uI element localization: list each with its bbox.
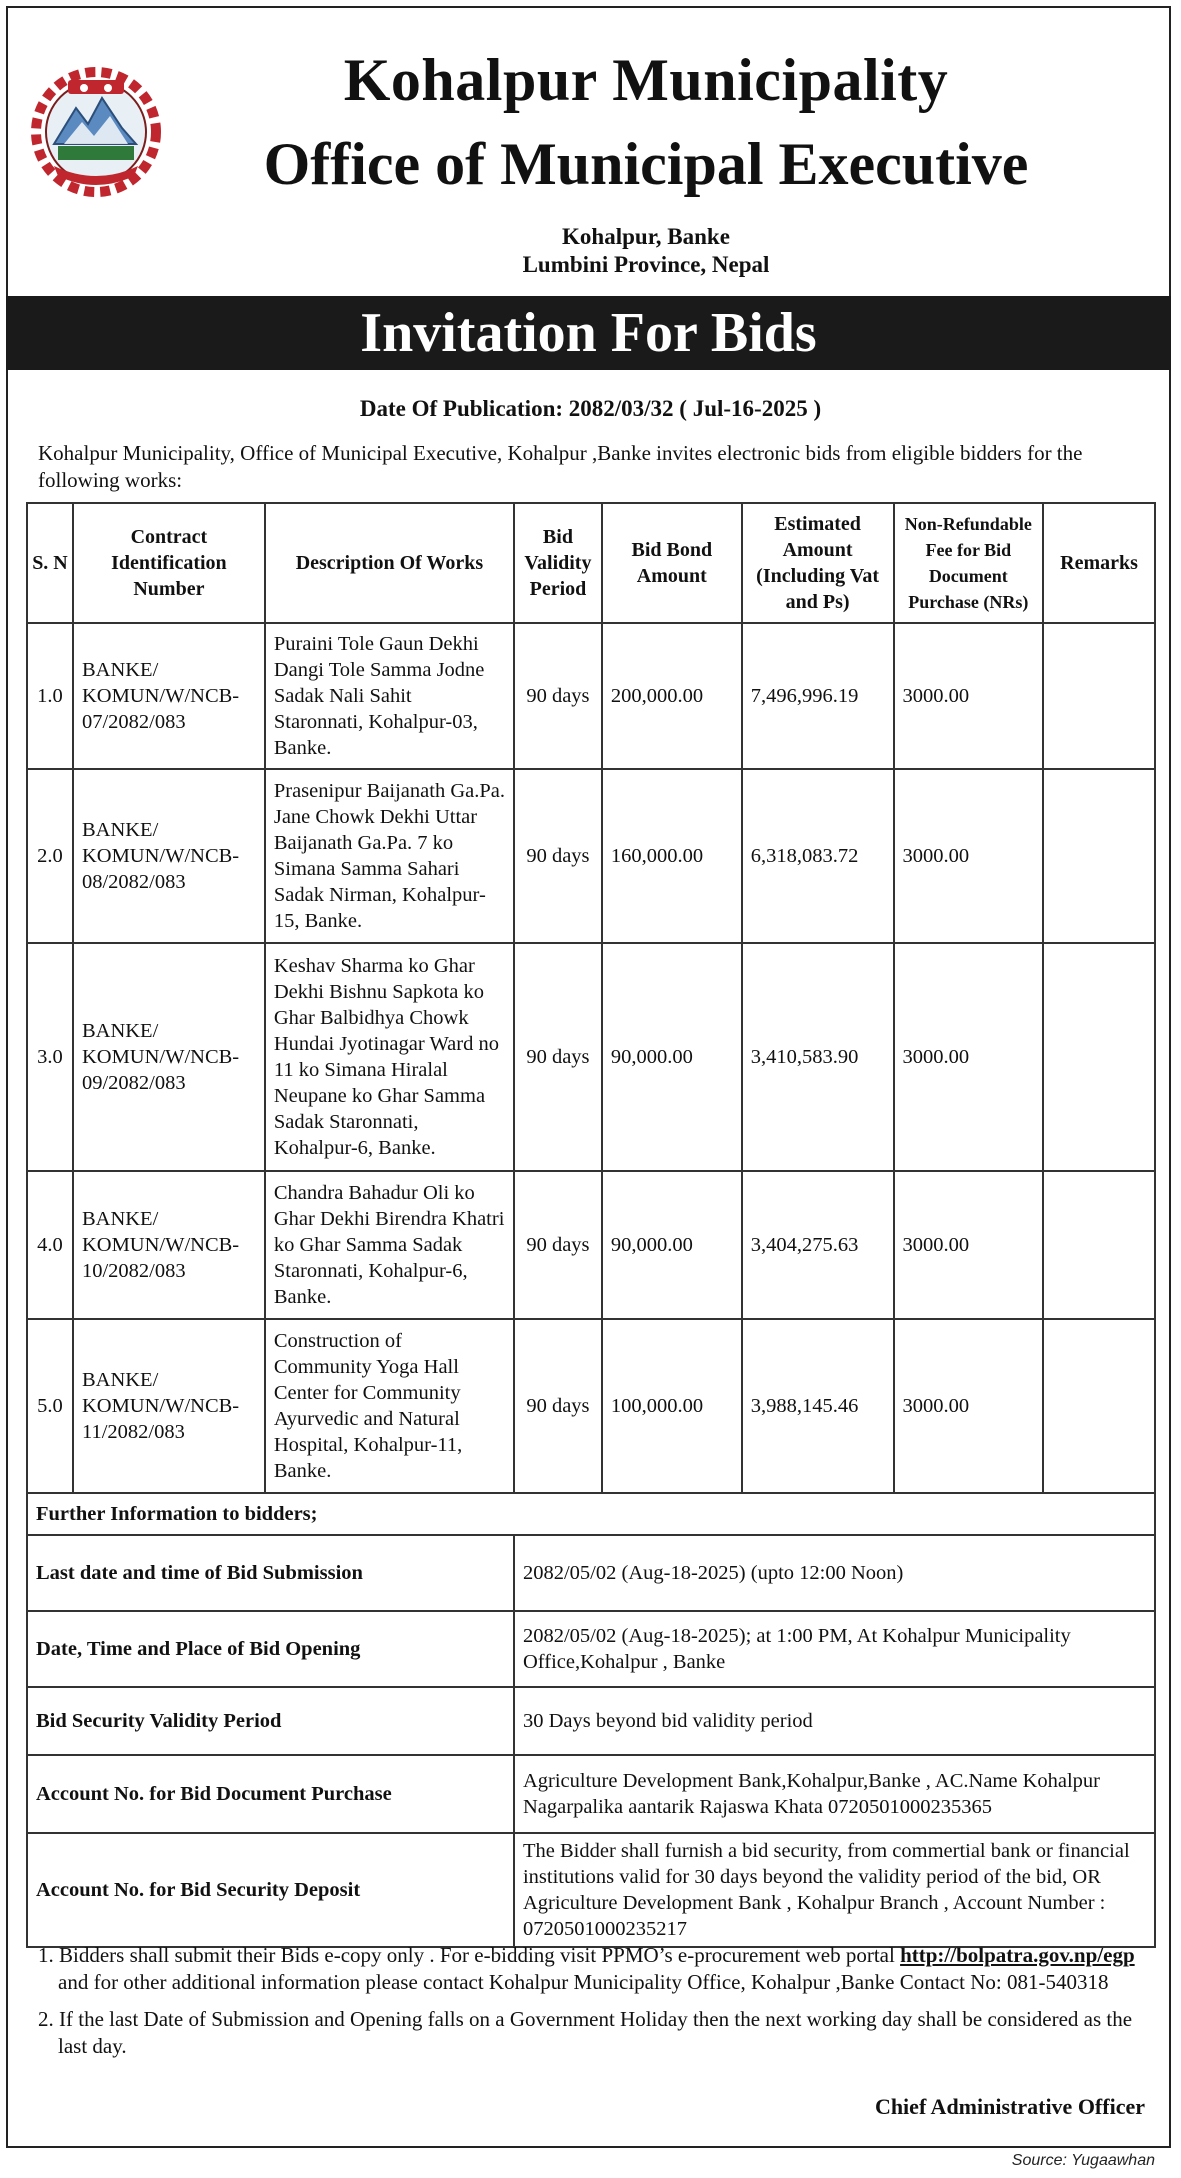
cell-bid-bond: 90,000.00: [602, 1171, 742, 1319]
office-name: Office of Municipal Executive: [263, 131, 1029, 197]
cell-description: Construction of Community Yoga Hall Center for Community Ayurvedic and Natural Hospital, Kohalpur-11, Banke.: [265, 1319, 514, 1493]
cell-contract-id: BANKE/ KOMUN/W/NCB-07/2082/083: [73, 623, 265, 769]
org-name: Kohalpur Municipality: [343, 47, 949, 113]
further-info-heading: Further Information to bidders;: [27, 1493, 1155, 1535]
bolpatra-link[interactable]: http://bolpatra.gov.np/egp: [900, 1943, 1135, 1967]
info-label-opening: Date, Time and Place of Bid Opening: [27, 1611, 514, 1687]
info-label-security-account: Account No. for Bid Security Deposit: [27, 1833, 514, 1947]
cell-sn: 5.0: [27, 1319, 73, 1493]
info-value-opening: 2082/05/02 (Aug-18-2025); at 1:00 PM, At Kohalpur Municipality Office,Kohalpur , Banke: [514, 1611, 1155, 1687]
cell-fee: 3000.00: [894, 623, 1044, 769]
cell-bid-bond: 160,000.00: [602, 769, 742, 943]
cell-estimate: 6,318,083.72: [742, 769, 894, 943]
table-header-row: [27, 503, 1155, 623]
header-bid-bond: Bid Bond Amount: [602, 503, 742, 623]
table-row: [27, 623, 1155, 769]
cell-description: Keshav Sharma ko Ghar Dekhi Bishnu Sapkota ko Ghar Balbidhya Chowk Hundai Jyotinagar Ward no 11 ko Simana Hiralal Neupane ko Ghar Samma Sadak Staronnati, Kohalpur-6, Banke.: [265, 943, 514, 1171]
cell-contract-id: BANKE/ KOMUN/W/NCB-11/2082/083: [73, 1319, 265, 1493]
info-row: [27, 1687, 1155, 1755]
info-label-document-account: Account No. for Bid Document Purchase: [27, 1755, 514, 1833]
table-row: [27, 1319, 1155, 1493]
note-1-contact: and for other additional information please contact Kohalpur Municipality Office, Kohalpur ,Banke Contact No: 081-540318: [58, 1970, 1109, 1994]
cell-validity: 90 days: [514, 1319, 602, 1493]
intro-text: Kohalpur Municipality, Office of Municipal Executive, Kohalpur ,Banke invites electronic bids from eligible bidders for the following works:: [38, 441, 1083, 492]
cell-fee: 3000.00: [894, 1171, 1044, 1319]
signature: Chief Administrative Officer: [874, 2094, 1145, 2119]
notice-header: [6, 6, 1171, 296]
cell-validity: 90 days: [514, 769, 602, 943]
notice-banner: Invitation For Bids: [6, 296, 1171, 370]
info-value-document-account: Agriculture Development Bank,Kohalpur,Banke , AC.Name Kohalpur Nagarpalika aantarik Rajaswa Khata 0720501000235365: [514, 1755, 1155, 1833]
header-sn: S. N: [27, 503, 73, 623]
cell-bid-bond: 200,000.00: [602, 623, 742, 769]
cell-description: Chandra Bahadur Oli ko Ghar Dekhi Birendra Khatri ko Ghar Samma Sadak Staronnati, Kohalpur-6, Banke.: [265, 1171, 514, 1319]
cell-bid-bond: 90,000.00: [602, 943, 742, 1171]
info-row: [27, 1755, 1155, 1833]
works-table: [26, 502, 1156, 1948]
cell-description: Prasenipur Baijanath Ga.Pa. Jane Chowk Dekhi Uttar Baijanath Ga.Pa. 7 ko Simana Samma Sahari Sadak Nirman, Kohalpur-15, Banke.: [265, 769, 514, 943]
info-value-security-validity: 30 Days beyond bid validity period: [514, 1687, 1155, 1755]
header-remarks: Remarks: [1043, 503, 1155, 623]
info-row: [27, 1833, 1155, 1947]
cell-validity: 90 days: [514, 943, 602, 1171]
cell-validity: 90 days: [514, 1171, 602, 1319]
further-info-heading-row: [27, 1493, 1155, 1535]
cell-remarks: [1043, 769, 1155, 943]
header-fee: Non-Refundable Fee for Bid Document Purchase (NRs): [894, 503, 1044, 623]
info-row: [27, 1535, 1155, 1611]
header-contract-id: Contract Identification Number: [73, 503, 265, 623]
header-estimate: Estimated Amount (Including Vat and Ps): [742, 503, 894, 623]
source-credit: Source: Yugaawhan: [1011, 2152, 1155, 2169]
cell-remarks: [1043, 943, 1155, 1171]
cell-sn: 4.0: [27, 1171, 73, 1319]
header-description: Description Of Works: [265, 503, 514, 623]
info-row: [27, 1611, 1155, 1687]
cell-contract-id: BANKE/ KOMUN/W/NCB-09/2082/083: [73, 943, 265, 1171]
cell-description: Puraini Tole Gaun Dekhi Dangi Tole Samma Jodne Sadak Nali Sahit Staronnati, Kohalpur-03, Banke.: [265, 623, 514, 769]
cell-estimate: 3,410,583.90: [742, 943, 894, 1171]
cell-remarks: [1043, 1171, 1155, 1319]
note-1-text: 1. Bidders shall submit their Bids e-copy only . For e-bidding visit PPMO’s e-procurement web portal: [38, 1943, 901, 1967]
publication-date: Date Of Publication: 2082/03/32 ( Jul-16-2025 ): [359, 396, 822, 421]
cell-estimate: 3,988,145.46: [742, 1319, 894, 1493]
address-line-1: Kohalpur, Banke: [562, 224, 730, 249]
table-row: [27, 1171, 1155, 1319]
cell-estimate: 3,404,275.63: [742, 1171, 894, 1319]
cell-sn: 3.0: [27, 943, 73, 1171]
cell-fee: 3000.00: [894, 943, 1044, 1171]
info-value-security-account: The Bidder shall furnish a bid security, from commertial bank or financial institutions valid for 30 days beyond the validity period of the bid, OR Agriculture Development Bank , Kohalpur Branch , Account Number : 0720501000235217: [514, 1833, 1155, 1947]
info-value-submission: 2082/05/02 (Aug-18-2025) (upto 12:00 Noon): [514, 1535, 1155, 1611]
cell-contract-id: BANKE/ KOMUN/W/NCB-10/2082/083: [73, 1171, 265, 1319]
cell-estimate: 7,496,996.19: [742, 623, 894, 769]
cell-sn: 1.0: [27, 623, 73, 769]
cell-fee: 3000.00: [894, 1319, 1044, 1493]
cell-bid-bond: 100,000.00: [602, 1319, 742, 1493]
cell-remarks: [1043, 1319, 1155, 1493]
notes-section: [38, 1942, 1148, 2070]
cell-remarks: [1043, 623, 1155, 769]
cell-sn: 2.0: [27, 769, 73, 943]
address-line-2: Lumbini Province, Nepal: [522, 252, 770, 277]
info-label-submission: Last date and time of Bid Submission: [27, 1535, 514, 1611]
note-1: [38, 1942, 1148, 1996]
note-2: 2. If the last Date of Submission and Opening falls on a Government Holiday then the next working day shall be considered as the last day.: [38, 2007, 1133, 2058]
header-validity: Bid Validity Period: [514, 503, 602, 623]
cell-validity: 90 days: [514, 623, 602, 769]
cell-contract-id: BANKE/ KOMUN/W/NCB-08/2082/083: [73, 769, 265, 943]
table-row: [27, 769, 1155, 943]
info-label-security-validity: Bid Security Validity Period: [27, 1687, 514, 1755]
table-row: [27, 943, 1155, 1171]
cell-fee: 3000.00: [894, 769, 1044, 943]
